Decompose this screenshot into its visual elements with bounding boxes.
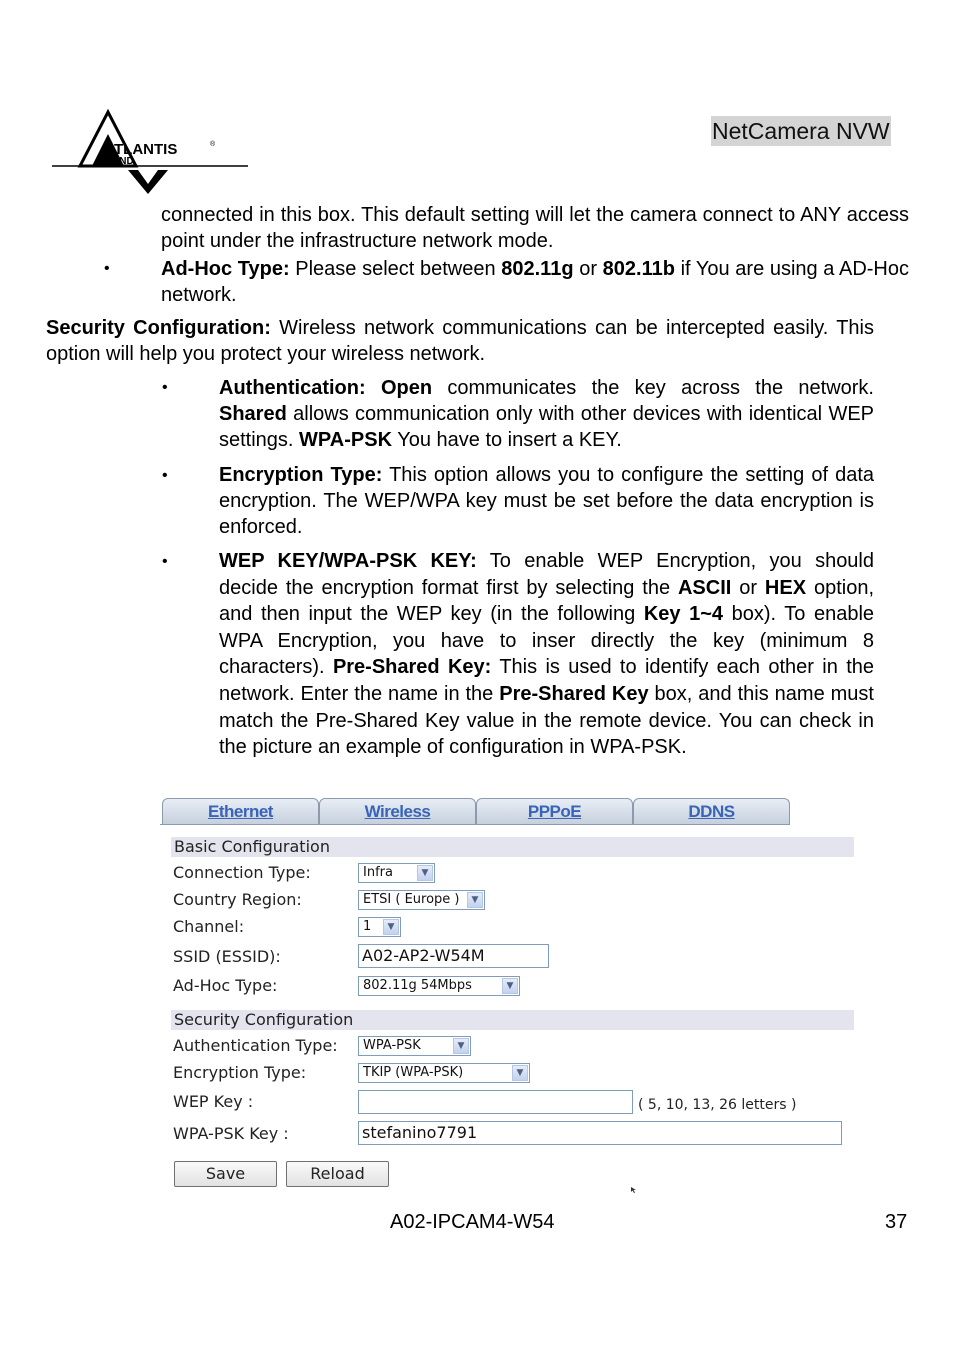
cursor-icon [630,1186,638,1194]
tab-ddns[interactable]: DDNS [633,798,790,825]
channel-label: Channel: [173,917,245,936]
encryption-type-label: Encryption Type: [173,1063,307,1082]
wep-key-hint: ( 5, 10, 13, 26 letters ) [638,1097,797,1113]
connection-type-continuation: connected in this box. This default setting will let the camera connect to ANY access point under the infrastructure network mode. [161,204,909,252]
svg-text:®: ® [210,141,216,148]
chevron-down-icon: ▼ [383,919,399,935]
chevron-down-icon: ▼ [502,978,518,994]
country-region-label: Country Region: [173,890,302,909]
settings-tabs [160,796,790,826]
encryption-type-paragraph: Encryption Type: This option allows you to configure the setting of data encryption. The WEP/WPA key must be set before the data encryption is enforced. [219,464,874,538]
chevron-down-icon: ▼ [512,1065,528,1081]
chevron-down-icon: ▼ [467,892,483,908]
bullet: • [162,553,168,570]
adhoc-type-label: Ad-Hoc Type: [173,976,278,995]
footer-model: A02-IPCAM4-W54 [390,1211,555,1233]
ssid-input[interactable]: A02-AP2-W54M [358,944,549,968]
wireless-settings-screenshot [160,796,860,1196]
save-button[interactable]: Save [174,1161,277,1187]
logo-brand-sub: AND [112,156,134,167]
adhoc-type-paragraph: Ad-Hoc Type: Please select between 802.11g or 802.11b if You are using a AD-Hoc network. [161,258,909,306]
wep-key-label: WEP Key : [173,1092,254,1111]
ssid-label: SSID (ESSID): [173,947,281,966]
tab-wireless[interactable]: Wireless [319,798,476,825]
tab-ethernet[interactable]: Ethernet [162,798,319,825]
bullet: • [104,260,110,277]
bullet: • [162,379,168,396]
reload-button[interactable]: Reload [286,1161,389,1187]
encryption-type-select[interactable]: TKIP (WPA-PSK) ▼ [358,1063,530,1083]
product-title: NetCamera NVW [712,118,890,144]
security-configuration-paragraph: Security Configuration: Wireless network communications can be intercepted easily. This option will help you protect your wireless network. [46,317,874,365]
country-region-select[interactable]: ETSI ( Europe ) ▼ [358,890,485,910]
wep-key-paragraph: WEP KEY/WPA-PSK KEY: To enable WEP Encryption, you should decide the encryption format first by selecting the ASCII or HEX option, and then input the WEP key (in the following Key 1~4 box). To enable WPA Encryption, you have to inser directly the key (minimum 8 characters). Pre-Shared Key: This is used to identify each other in the network. Enter the name in the Pre-Shared Key box, and this name must match the Pre-Shared Key value in the remote device. You can check in the picture an example of configuration in WPA-PSK. [219,550,875,759]
tab-divider [160,824,790,825]
chevron-down-icon: ▼ [453,1038,469,1054]
wpa-psk-key-input[interactable]: stefanino7791 [358,1121,842,1145]
basic-configuration-header: Basic Configuration [171,837,854,857]
atlantis-logo [50,108,250,198]
bullet: • [162,467,168,484]
security-configuration-header: Security Configuration [171,1010,854,1030]
authentication-paragraph: Authentication: Open communicates the key across the network. Shared allows communication only with other devices with identical WEP settings. WPA-PSK You have to insert a KEY. [219,377,874,451]
wep-key-input[interactable] [358,1090,633,1114]
authentication-type-label: Authentication Type: [173,1036,338,1055]
wpa-psk-key-label: WPA-PSK Key : [173,1124,289,1143]
logo-brand-main: TLANTIS [114,141,178,158]
authentication-type-select[interactable]: WPA-PSK ▼ [358,1036,471,1056]
connection-type-select[interactable]: Infra ▼ [358,863,435,883]
channel-select[interactable]: 1 ▼ [358,917,401,937]
connection-type-label: Connection Type: [173,863,311,882]
tab-pppoe[interactable]: PPPoE [476,798,633,825]
atlantis-logo-graphic [50,108,250,198]
adhoc-type-select[interactable]: 802.11g 54Mbps ▼ [358,976,520,996]
page-number: 37 [885,1211,908,1233]
chevron-down-icon: ▼ [417,865,433,881]
